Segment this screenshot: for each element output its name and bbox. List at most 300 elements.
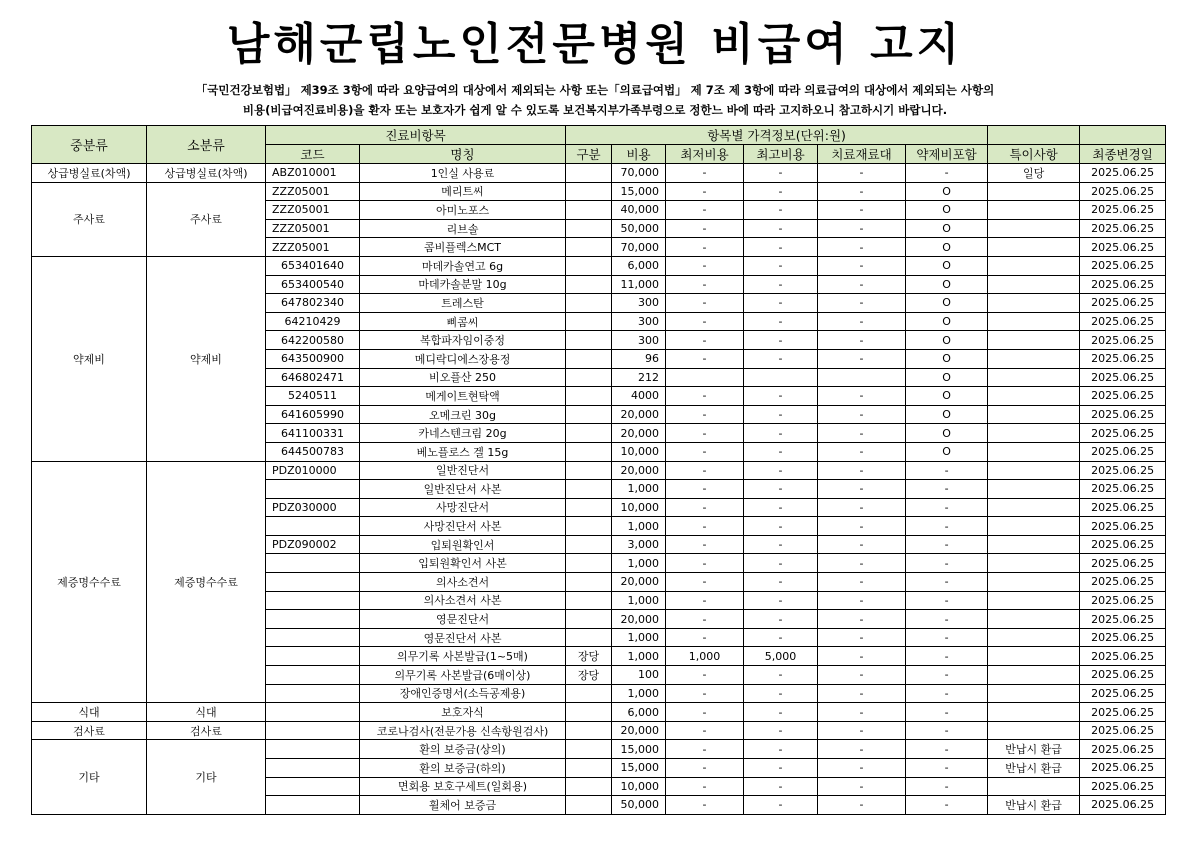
updated-cell: 2025.06.25: [1080, 535, 1166, 554]
code-cell: [266, 703, 360, 722]
material-cell: -: [818, 461, 906, 480]
updated-cell: 2025.06.25: [1080, 628, 1166, 647]
type-cell: 장당: [566, 666, 612, 685]
drug-cell: -: [906, 480, 988, 499]
cost-cell: 20,000: [612, 721, 666, 740]
max-cost-cell: -: [744, 740, 818, 759]
updated-cell: 2025.06.25: [1080, 647, 1166, 666]
material-cell: -: [818, 796, 906, 815]
cost-cell: 10,000: [612, 442, 666, 461]
drug-cell: -: [906, 573, 988, 592]
max-cost-cell: [744, 368, 818, 387]
page-title: 남해군립노인전문병원 비급여 고지: [226, 19, 964, 70]
material-cell: -: [818, 256, 906, 275]
note-cell: [988, 684, 1080, 703]
mid-category-cell: 검사료: [32, 721, 147, 740]
cost-cell: 1,000: [612, 554, 666, 573]
material-cell: -: [818, 647, 906, 666]
min-cost-cell: -: [666, 442, 744, 461]
material-cell: -: [818, 759, 906, 778]
updated-cell: 2025.06.25: [1080, 387, 1166, 406]
note-cell: [988, 721, 1080, 740]
type-cell: [566, 759, 612, 778]
updated-cell: 2025.06.25: [1080, 666, 1166, 685]
max-cost-cell: -: [744, 219, 818, 238]
max-cost-cell: -: [744, 480, 818, 499]
name-cell: 일반진단서 사본: [360, 480, 566, 499]
drug-cell: -: [906, 703, 988, 722]
drug-cell: -: [906, 461, 988, 480]
code-cell: 5240511: [266, 387, 360, 406]
updated-cell: 2025.06.25: [1080, 740, 1166, 759]
code-cell: 641605990: [266, 405, 360, 424]
max-cost-cell: -: [744, 275, 818, 294]
type-cell: [566, 796, 612, 815]
cost-cell: 70,000: [612, 164, 666, 183]
name-cell: 콤비플렉스MCT: [360, 238, 566, 257]
name-cell: 마데카솔분말 10g: [360, 275, 566, 294]
table-body: [32, 164, 1166, 815]
table-row: [32, 164, 1166, 183]
header-sub-category: 소분류: [147, 126, 266, 164]
table-row: [32, 182, 1166, 201]
drug-cell: -: [906, 759, 988, 778]
min-cost-cell: -: [666, 164, 744, 183]
note-cell: [988, 554, 1080, 573]
max-cost-cell: -: [744, 777, 818, 796]
code-cell: [266, 666, 360, 685]
updated-cell: 2025.06.25: [1080, 796, 1166, 815]
cost-cell: 1,000: [612, 684, 666, 703]
type-cell: [566, 573, 612, 592]
material-cell: -: [818, 424, 906, 443]
note-cell: [988, 182, 1080, 201]
type-cell: [566, 405, 612, 424]
min-cost-cell: -: [666, 275, 744, 294]
table-row: [32, 461, 1166, 480]
type-cell: [566, 721, 612, 740]
cost-cell: 3,000: [612, 535, 666, 554]
updated-cell: 2025.06.25: [1080, 498, 1166, 517]
note-cell: [988, 368, 1080, 387]
drug-cell: -: [906, 684, 988, 703]
cost-cell: 70,000: [612, 238, 666, 257]
note-cell: [988, 201, 1080, 220]
header-item-group: 진료비항목: [266, 126, 566, 145]
cost-cell: 1,000: [612, 628, 666, 647]
updated-cell: 2025.06.25: [1080, 275, 1166, 294]
sub-category-cell: 약제비: [147, 256, 266, 461]
min-cost-cell: -: [666, 387, 744, 406]
header-min-cost: 최저비용: [666, 145, 744, 164]
code-cell: [266, 647, 360, 666]
drug-cell: -: [906, 628, 988, 647]
name-cell: 리브솔: [360, 219, 566, 238]
note-cell: [988, 461, 1080, 480]
min-cost-cell: -: [666, 535, 744, 554]
code-cell: [266, 554, 360, 573]
max-cost-cell: -: [744, 796, 818, 815]
max-cost-cell: -: [744, 703, 818, 722]
updated-cell: 2025.06.25: [1080, 721, 1166, 740]
drug-cell: -: [906, 777, 988, 796]
min-cost-cell: -: [666, 312, 744, 331]
min-cost-cell: -: [666, 573, 744, 592]
code-cell: [266, 610, 360, 629]
type-cell: [566, 256, 612, 275]
cost-cell: 300: [612, 312, 666, 331]
updated-cell: 2025.06.25: [1080, 164, 1166, 183]
type-cell: 장당: [566, 647, 612, 666]
min-cost-cell: [666, 368, 744, 387]
sub-category-cell: 상급병실료(차액): [147, 164, 266, 183]
min-cost-cell: -: [666, 331, 744, 350]
drug-cell: O: [906, 256, 988, 275]
notice-text: [60, 80, 1130, 120]
material-cell: -: [818, 721, 906, 740]
drug-cell: O: [906, 331, 988, 350]
sub-category-cell: 식대: [147, 703, 266, 722]
max-cost-cell: -: [744, 535, 818, 554]
cost-cell: 1,000: [612, 480, 666, 499]
mid-category-cell: 약제비: [32, 256, 147, 461]
cost-cell: 96: [612, 349, 666, 368]
min-cost-cell: -: [666, 238, 744, 257]
cost-cell: 4000: [612, 387, 666, 406]
name-cell: 의무기록 사본발급(6매이상): [360, 666, 566, 685]
material-cell: -: [818, 164, 906, 183]
note-cell: [988, 610, 1080, 629]
min-cost-cell: -: [666, 721, 744, 740]
material-cell: -: [818, 405, 906, 424]
code-cell: [266, 777, 360, 796]
drug-cell: -: [906, 610, 988, 629]
cost-cell: 100: [612, 666, 666, 685]
min-cost-cell: -: [666, 424, 744, 443]
material-cell: -: [818, 666, 906, 685]
cost-cell: 1,000: [612, 517, 666, 536]
note-cell: [988, 628, 1080, 647]
notice-line-1: 「국민건강보험법」 제39조 3항에 따라 요양급여의 대상에서 제외되는 사항 또는「의료급여법」 제 7조 제 3항에 따라 의료급여의 대상에서 제외되는 사항의: [195, 83, 995, 97]
min-cost-cell: -: [666, 796, 744, 815]
name-cell: 환의 보증금(하의): [360, 759, 566, 778]
drug-cell: -: [906, 535, 988, 554]
drug-cell: O: [906, 275, 988, 294]
max-cost-cell: -: [744, 684, 818, 703]
drug-cell: -: [906, 796, 988, 815]
header-updated: 최종변경일: [1080, 145, 1166, 164]
name-cell: 삐콤씨: [360, 312, 566, 331]
name-cell: 사망진단서: [360, 498, 566, 517]
type-cell: [566, 424, 612, 443]
type-cell: [566, 164, 612, 183]
material-cell: -: [818, 294, 906, 313]
min-cost-cell: -: [666, 182, 744, 201]
code-cell: 647802340: [266, 294, 360, 313]
type-cell: [566, 349, 612, 368]
name-cell: 영문진단서 사본: [360, 628, 566, 647]
mid-category-cell: 상급병실료(차액): [32, 164, 147, 183]
note-cell: [988, 275, 1080, 294]
mid-category-cell: 기타: [32, 740, 147, 814]
cost-cell: 20,000: [612, 405, 666, 424]
max-cost-cell: -: [744, 666, 818, 685]
updated-cell: 2025.06.25: [1080, 684, 1166, 703]
drug-cell: -: [906, 721, 988, 740]
code-cell: ABZ010001: [266, 164, 360, 183]
drug-cell: O: [906, 238, 988, 257]
material-cell: -: [818, 387, 906, 406]
header-name: 명칭: [360, 145, 566, 164]
name-cell: 의사소견서 사본: [360, 591, 566, 610]
code-cell: ZZZ05001: [266, 238, 360, 257]
mid-category-cell: 식대: [32, 703, 147, 722]
min-cost-cell: -: [666, 349, 744, 368]
cost-cell: 10,000: [612, 498, 666, 517]
max-cost-cell: -: [744, 461, 818, 480]
header-code: 코드: [266, 145, 360, 164]
min-cost-cell: -: [666, 219, 744, 238]
header-material: 치료재료대: [818, 145, 906, 164]
material-cell: [818, 368, 906, 387]
material-cell: -: [818, 331, 906, 350]
note-cell: [988, 424, 1080, 443]
max-cost-cell: -: [744, 182, 818, 201]
updated-cell: 2025.06.25: [1080, 294, 1166, 313]
name-cell: 1인실 사용료: [360, 164, 566, 183]
drug-cell: -: [906, 740, 988, 759]
material-cell: -: [818, 777, 906, 796]
header-blank: [988, 126, 1080, 145]
name-cell: 메디락디에스장용정: [360, 349, 566, 368]
material-cell: -: [818, 219, 906, 238]
material-cell: -: [818, 201, 906, 220]
max-cost-cell: -: [744, 405, 818, 424]
cost-cell: 20,000: [612, 461, 666, 480]
code-cell: [266, 573, 360, 592]
code-cell: PDZ010000: [266, 461, 360, 480]
material-cell: -: [818, 684, 906, 703]
code-cell: 653400540: [266, 275, 360, 294]
cost-cell: 1,000: [612, 647, 666, 666]
note-cell: [988, 573, 1080, 592]
drug-cell: O: [906, 387, 988, 406]
header-cost: 비용: [612, 145, 666, 164]
drug-cell: O: [906, 405, 988, 424]
min-cost-cell: -: [666, 759, 744, 778]
type-cell: [566, 517, 612, 536]
name-cell: 코로나검사(전문가용 신속항원검사): [360, 721, 566, 740]
cost-cell: 50,000: [612, 796, 666, 815]
header-type: 구분: [566, 145, 612, 164]
header-drug: 약제비포함: [906, 145, 988, 164]
code-cell: 641100331: [266, 424, 360, 443]
cost-cell: 40,000: [612, 201, 666, 220]
max-cost-cell: -: [744, 331, 818, 350]
note-cell: [988, 777, 1080, 796]
material-cell: -: [818, 573, 906, 592]
drug-cell: O: [906, 442, 988, 461]
updated-cell: 2025.06.25: [1080, 201, 1166, 220]
updated-cell: 2025.06.25: [1080, 703, 1166, 722]
min-cost-cell: -: [666, 684, 744, 703]
type-cell: [566, 498, 612, 517]
updated-cell: 2025.06.25: [1080, 610, 1166, 629]
name-cell: 의사소견서: [360, 573, 566, 592]
type-cell: [566, 275, 612, 294]
material-cell: -: [818, 238, 906, 257]
drug-cell: -: [906, 647, 988, 666]
min-cost-cell: -: [666, 498, 744, 517]
type-cell: [566, 684, 612, 703]
type-cell: [566, 610, 612, 629]
material-cell: -: [818, 610, 906, 629]
name-cell: 입퇴원확인서 사본: [360, 554, 566, 573]
name-cell: 보호자식: [360, 703, 566, 722]
code-cell: [266, 591, 360, 610]
price-table: [31, 125, 1166, 815]
material-cell: -: [818, 703, 906, 722]
updated-cell: 2025.06.25: [1080, 405, 1166, 424]
min-cost-cell: -: [666, 777, 744, 796]
type-cell: [566, 777, 612, 796]
max-cost-cell: -: [744, 591, 818, 610]
material-cell: -: [818, 480, 906, 499]
type-cell: [566, 554, 612, 573]
type-cell: [566, 740, 612, 759]
name-cell: 장애인증명서(소득공제용): [360, 684, 566, 703]
updated-cell: 2025.06.25: [1080, 331, 1166, 350]
min-cost-cell: -: [666, 666, 744, 685]
drug-cell: -: [906, 517, 988, 536]
table-row: [32, 721, 1166, 740]
max-cost-cell: 5,000: [744, 647, 818, 666]
type-cell: [566, 628, 612, 647]
name-cell: 오메크린 30g: [360, 405, 566, 424]
notice-line-2: 비용(비급여진료비용)을 환자 또는 보호자가 쉽게 알 수 있도록 보건복지부가족부령으로 정한느 바에 따라 고지하오니 참고하시기 바랍니다.: [242, 103, 948, 117]
updated-cell: 2025.06.25: [1080, 777, 1166, 796]
note-cell: [988, 312, 1080, 331]
note-cell: [988, 647, 1080, 666]
updated-cell: 2025.06.25: [1080, 256, 1166, 275]
code-cell: ZZZ05001: [266, 201, 360, 220]
type-cell: [566, 312, 612, 331]
note-cell: [988, 294, 1080, 313]
code-cell: [266, 480, 360, 499]
note-cell: [988, 219, 1080, 238]
max-cost-cell: -: [744, 442, 818, 461]
updated-cell: 2025.06.25: [1080, 368, 1166, 387]
min-cost-cell: -: [666, 517, 744, 536]
name-cell: 의무기록 사본발급(1~5매): [360, 647, 566, 666]
updated-cell: 2025.06.25: [1080, 554, 1166, 573]
max-cost-cell: -: [744, 610, 818, 629]
code-cell: PDZ090002: [266, 535, 360, 554]
note-cell: [988, 517, 1080, 536]
type-cell: [566, 480, 612, 499]
code-cell: ZZZ05001: [266, 219, 360, 238]
max-cost-cell: -: [744, 349, 818, 368]
min-cost-cell: -: [666, 461, 744, 480]
material-cell: -: [818, 517, 906, 536]
cost-cell: 300: [612, 294, 666, 313]
updated-cell: 2025.06.25: [1080, 759, 1166, 778]
note-cell: [988, 331, 1080, 350]
cost-cell: 300: [612, 331, 666, 350]
updated-cell: 2025.06.25: [1080, 461, 1166, 480]
updated-cell: 2025.06.25: [1080, 591, 1166, 610]
name-cell: 비오플산 250: [360, 368, 566, 387]
note-cell: 반납시 환급: [988, 796, 1080, 815]
name-cell: 환의 보증금(상의): [360, 740, 566, 759]
code-cell: [266, 517, 360, 536]
cost-cell: 10,000: [612, 777, 666, 796]
min-cost-cell: -: [666, 480, 744, 499]
note-cell: [988, 480, 1080, 499]
max-cost-cell: -: [744, 238, 818, 257]
name-cell: 입퇴원확인서: [360, 535, 566, 554]
material-cell: -: [818, 591, 906, 610]
material-cell: -: [818, 275, 906, 294]
max-cost-cell: -: [744, 294, 818, 313]
max-cost-cell: -: [744, 517, 818, 536]
max-cost-cell: -: [744, 573, 818, 592]
material-cell: -: [818, 182, 906, 201]
material-cell: -: [818, 349, 906, 368]
code-cell: PDZ030000: [266, 498, 360, 517]
note-cell: [988, 591, 1080, 610]
code-cell: 642200580: [266, 331, 360, 350]
max-cost-cell: -: [744, 312, 818, 331]
name-cell: 카네스텐크림 20g: [360, 424, 566, 443]
max-cost-cell: -: [744, 201, 818, 220]
updated-cell: 2025.06.25: [1080, 349, 1166, 368]
updated-cell: 2025.06.25: [1080, 573, 1166, 592]
note-cell: [988, 666, 1080, 685]
material-cell: -: [818, 740, 906, 759]
min-cost-cell: 1,000: [666, 647, 744, 666]
note-cell: [988, 405, 1080, 424]
note-cell: 일당: [988, 164, 1080, 183]
note-cell: [988, 238, 1080, 257]
cost-cell: 20,000: [612, 573, 666, 592]
material-cell: -: [818, 442, 906, 461]
code-cell: [266, 684, 360, 703]
cost-cell: 15,000: [612, 759, 666, 778]
updated-cell: 2025.06.25: [1080, 219, 1166, 238]
drug-cell: -: [906, 554, 988, 573]
header-price-group: 항목별 가격정보(단위:원): [566, 126, 988, 145]
type-cell: [566, 535, 612, 554]
max-cost-cell: -: [744, 164, 818, 183]
material-cell: -: [818, 312, 906, 331]
code-cell: 644500783: [266, 442, 360, 461]
max-cost-cell: -: [744, 554, 818, 573]
type-cell: [566, 182, 612, 201]
header-mid-category: 중분류: [32, 126, 147, 164]
type-cell: [566, 294, 612, 313]
code-cell: [266, 628, 360, 647]
name-cell: 아미노포스: [360, 201, 566, 220]
drug-cell: O: [906, 294, 988, 313]
material-cell: -: [818, 628, 906, 647]
sub-category-cell: 검사료: [147, 721, 266, 740]
max-cost-cell: -: [744, 628, 818, 647]
note-cell: [988, 498, 1080, 517]
cost-cell: 20,000: [612, 610, 666, 629]
updated-cell: 2025.06.25: [1080, 312, 1166, 331]
type-cell: [566, 703, 612, 722]
